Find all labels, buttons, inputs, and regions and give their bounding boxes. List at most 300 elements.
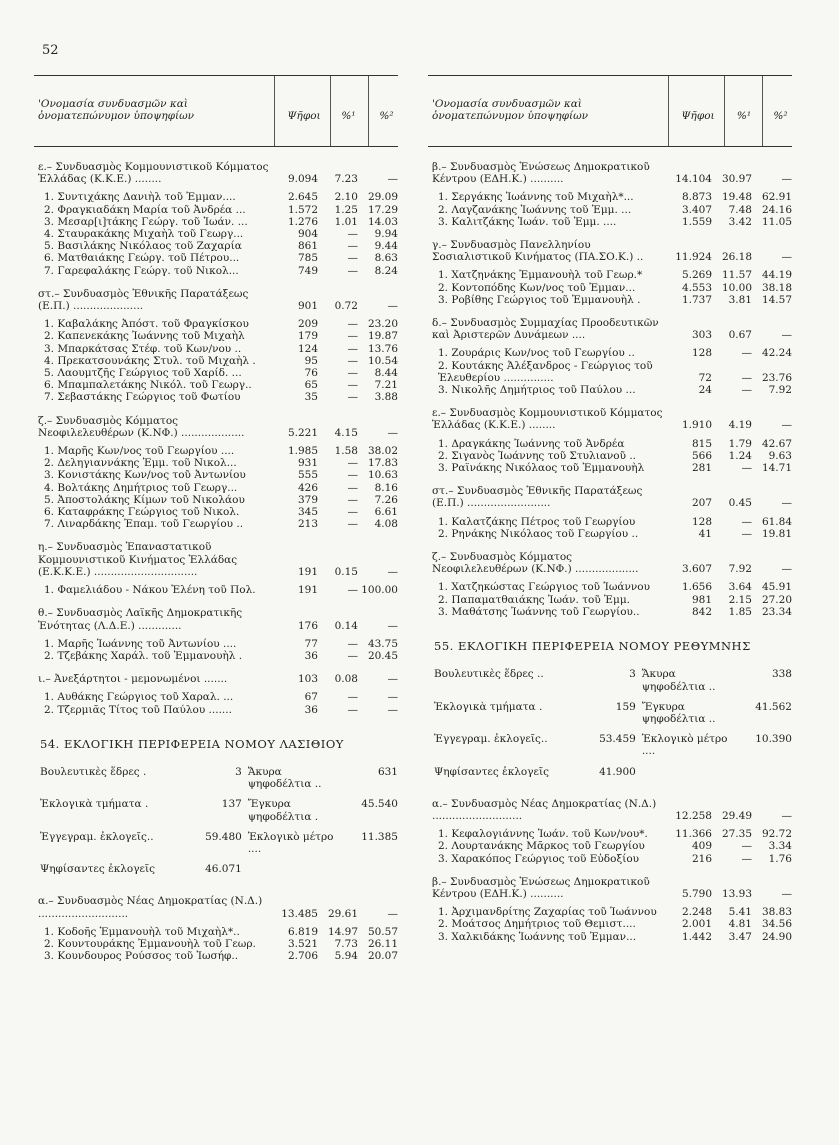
stats-block	[40, 766, 398, 875]
votes-cell: 2.645	[287, 191, 318, 204]
row-label: θ.– Συνδυασμὸς Λαϊκῆς Δημοκρατικῆς Ἑνότητας (Λ.Δ.Ε.) .............	[38, 607, 243, 632]
pct2-cell: 24.90	[761, 930, 792, 943]
row-label: 1. Κεφαλογιάννης Ἰωάν. τοῦ Κων/νου*.	[438, 828, 648, 841]
pct2-cell: —	[781, 887, 792, 900]
stats-cell: 53.459	[599, 733, 636, 746]
row-label: 3. Ραϊνάκης Νικόλαος τοῦ Ἐμμανουὴλ	[438, 462, 645, 475]
candidate-row	[34, 379, 398, 391]
pct1-cell: 0.14	[334, 619, 358, 632]
pct2-cell: 13.76	[367, 342, 398, 355]
pct2-cell: 8.63	[374, 252, 398, 265]
row-label: 2. Δεληγιαννάκης Ἐμμ. τοῦ Νικολ...	[44, 457, 237, 470]
candidate-row	[428, 853, 792, 865]
row-label: στ.– Συνδυασμὸς Ἐθνικῆς Παρατάξεως (Ε.Π.) .........................	[432, 485, 643, 510]
pct1-cell: 27.35	[721, 828, 752, 841]
pct2-cell: —	[387, 907, 398, 920]
pct1-cell: —	[347, 342, 358, 355]
pct1-cell: —	[347, 240, 358, 253]
party-row	[34, 607, 398, 631]
candidate-row	[34, 926, 398, 938]
pct1-cell: —	[347, 649, 358, 662]
candidate-row	[34, 318, 398, 330]
votes-cell: 5.269	[681, 269, 712, 282]
pct2-cell: 9.94	[374, 228, 398, 241]
votes-cell: 3.521	[287, 937, 318, 950]
votes-cell: 1.276	[287, 215, 318, 228]
pct1-cell: 30.97	[721, 173, 752, 186]
candidate-row	[34, 367, 398, 379]
votes-cell: 426	[297, 481, 318, 494]
votes-cell: 1.442	[681, 930, 712, 943]
party-row	[34, 288, 398, 312]
header-name: 'Ονομασία συνδυασμῶν καὶ ὀνοματεπώνυμον ὑποψηφίων	[432, 98, 589, 123]
party-row	[428, 876, 792, 900]
pct1-cell: 1.24	[728, 449, 752, 462]
row-label: 4. Πρεκατσουνάκης Στυλ. τοῦ Μιχαὴλ .	[44, 354, 256, 367]
votes-cell: 95	[304, 354, 318, 367]
stats-cell: 3	[235, 765, 242, 778]
pct1-cell: —	[741, 852, 752, 865]
pct1-cell: —	[347, 318, 358, 331]
pct1-cell: 14.97	[327, 925, 358, 938]
candidate-row	[34, 650, 398, 662]
right-column	[428, 75, 792, 943]
pct2-cell: —	[387, 173, 398, 186]
party-row	[428, 798, 792, 822]
pct2-cell: 7.26	[374, 493, 398, 506]
stats-cell: 159	[615, 700, 636, 713]
votes-cell: 207	[691, 497, 712, 510]
stats-row	[40, 798, 398, 822]
candidate-row	[34, 584, 398, 596]
pct1-cell: —	[347, 481, 358, 494]
row-label: 3. Μεσαρ[ι]τάκης Γεώργ. τοῦ Ἰωάν. ...	[44, 215, 248, 228]
pct2-cell: 29.09	[367, 191, 398, 204]
pct1-cell: —	[347, 367, 358, 380]
party-row	[34, 161, 398, 185]
candidate-row	[34, 482, 398, 494]
candidate-row	[34, 494, 398, 506]
votes-cell: 931	[297, 457, 318, 470]
section-title: 54. ΕΚΛΟΓΙΚΗ ΠΕΡΙΦΕΡΕΙΑ ΝΟΜΟΥ ΛΑΣΙΘΙΟΥ	[40, 736, 344, 751]
votes-cell: 6.819	[287, 925, 318, 938]
votes-cell: 1.559	[681, 215, 712, 228]
votes-cell: 303	[691, 329, 712, 342]
pct2-cell: 8.16	[374, 481, 398, 494]
row-label: 2. Παπαματθαιάκης Ἰωάν. τοῦ Ἐμμ.	[438, 593, 630, 606]
pct1-cell: 7.92	[728, 563, 752, 576]
pct2-cell: 23.34	[761, 605, 792, 618]
column-divider	[762, 76, 763, 146]
row-label: 1. Χατζηνάκης Ἐμμανουὴλ τοῦ Γεωρ.*	[438, 269, 643, 282]
party-row	[428, 551, 792, 575]
pct2-cell: 20.07	[367, 950, 398, 963]
pct2-cell: —	[387, 619, 398, 632]
candidate-row	[34, 445, 398, 457]
votes-cell: 14.104	[675, 173, 712, 186]
votes-cell: 41	[698, 527, 712, 540]
row-label: 3. Κονιστάκης Κων/νος τοῦ Ἀντωνίου	[44, 469, 246, 482]
pct1-cell: 3.64	[728, 581, 752, 594]
votes-cell: 345	[297, 506, 318, 519]
pct2-cell: 7.21	[374, 379, 398, 392]
votes-cell: 35	[304, 391, 318, 404]
pct1-cell: —	[347, 228, 358, 241]
stats-cell	[248, 863, 342, 875]
pct1-cell: 1.01	[334, 215, 358, 228]
row-label: 2. Κοντοπόδης Κων/νος τοῦ Ἐμμαν...	[438, 281, 636, 294]
pct1-cell: 1.79	[728, 437, 752, 450]
votes-cell: 76	[304, 367, 318, 380]
pct1-cell: 4.81	[728, 918, 752, 931]
row-label: 3. Μπαρκάτσας Στέφ. τοῦ Κων/νου ..	[44, 342, 242, 355]
stats-cell: Ἐκλογικὰ τμήματα .	[434, 700, 543, 713]
pct1-cell: 13.93	[721, 887, 752, 900]
pct1-cell: —	[347, 518, 358, 531]
pct1-cell: 7.48	[728, 203, 752, 216]
pct2-cell: 10.54	[367, 354, 398, 367]
row-label: 2. Μοάτσος Δημήτριος τοῦ Θεμιστ....	[438, 918, 636, 931]
votes-cell: 409	[691, 840, 712, 853]
row-label: 6. Καταφράκης Γεώργιος τοῦ Νικολ.	[44, 506, 240, 519]
pct2-cell: —	[387, 691, 398, 704]
candidate-row	[428, 294, 792, 306]
row-label: 3. Χαλκιδάκης Ἰωάννης τοῦ Ἐμμαν...	[438, 930, 637, 943]
pct1-cell: 1.85	[728, 605, 752, 618]
row-label: δ.– Συνδυασμὸς Συμμαχίας Προοδευτικῶν καὶ Ἀριστερῶν Δυνάμεων ....	[432, 317, 659, 342]
row-label: 4. Βολτάκης Δημήτριος τοῦ Γεωργ...	[44, 481, 238, 494]
pct2-cell: —	[781, 251, 792, 264]
pct1-cell: 4.19	[728, 419, 752, 432]
stats-cell: 45.540	[361, 798, 398, 811]
pct2-cell: 8.24	[374, 264, 398, 277]
pct1-cell: 5.41	[728, 906, 752, 919]
pct2-cell: 20.45	[367, 649, 398, 662]
stats-cell: Ἐγγεγραμ. ἐκλογεῖς..	[434, 733, 548, 746]
stats-cell: Ἐκλογικὸ μέτρο ....	[641, 733, 728, 758]
party-row	[34, 541, 398, 578]
stats-cell: Ψηφίσαντες ἐκλογεῖς	[434, 765, 549, 778]
row-label: 2. Σιγανὸς Ἰωάννης τοῦ Στυλιανοῦ ..	[438, 449, 637, 462]
candidate-row	[428, 606, 792, 618]
pct1-cell: —	[741, 527, 752, 540]
header-pct2: %²	[379, 110, 394, 122]
candidate-row	[34, 204, 398, 216]
candidate-row	[34, 950, 398, 962]
votes-cell: 13.485	[281, 907, 318, 920]
votes-cell: 785	[297, 252, 318, 265]
pct2-cell: —	[387, 565, 398, 578]
votes-cell: 128	[691, 515, 712, 528]
stats-cell: 46.071	[205, 863, 242, 876]
pct2-cell: 7.92	[768, 384, 792, 397]
row-label: 2. Κουντουράκης Ἐμμανουὴλ τοῦ Γεωρ.	[44, 937, 256, 950]
pct1-cell: 1.58	[334, 445, 358, 458]
pct2-cell: —	[781, 563, 792, 576]
column-divider	[724, 76, 725, 146]
stats-cell: Βουλευτικὲς ἕδρες .	[40, 765, 147, 778]
votes-cell: 176	[297, 619, 318, 632]
pct1-cell: —	[347, 457, 358, 470]
pct2-cell: 50.57	[367, 925, 398, 938]
stats-cell: Ἔγκυρα ψηφοδέλτια .	[247, 798, 319, 823]
candidate-row	[34, 691, 398, 703]
row-label: 2. Φραγκιαδάκη Μαρία τοῦ Ἀνδρέα ...	[44, 203, 246, 216]
votes-cell: 1.985	[287, 445, 318, 458]
votes-cell: 566	[691, 449, 712, 462]
pct1-cell: 3.42	[728, 215, 752, 228]
stats-row	[40, 863, 398, 875]
pct2-cell: 38.18	[761, 281, 792, 294]
candidate-row	[34, 240, 398, 252]
votes-cell: 67	[304, 691, 318, 704]
stats-cell: Ἐκλογικὰ τμήματα .	[40, 798, 149, 811]
candidate-row	[34, 252, 398, 264]
votes-cell: 281	[691, 462, 712, 475]
votes-cell: 2.248	[681, 906, 712, 919]
column-divider	[668, 76, 669, 146]
pct2-cell: 14.57	[761, 293, 792, 306]
row-label: 3. Μαθάτσης Ἰωάννης τοῦ Γεωργίου..	[438, 605, 640, 618]
candidate-row	[428, 594, 792, 606]
stats-cell: 41.900	[599, 765, 636, 778]
votes-cell: 842	[691, 605, 712, 618]
votes-cell: 9.094	[287, 173, 318, 186]
pct2-cell: 10.63	[367, 469, 398, 482]
pct1-cell: —	[741, 462, 752, 475]
party-row	[428, 485, 792, 509]
results-list	[34, 895, 398, 962]
candidate-row	[34, 638, 398, 650]
pct2-cell: 61.84	[761, 515, 792, 528]
votes-cell: 191	[297, 565, 318, 578]
stats-cell: Ἔγκυρα ψηφοδέλτια ..	[641, 700, 716, 725]
pct2-cell: 3.34	[768, 840, 792, 853]
row-label: 2. Κουτάκης Ἀλέξανδρος - Γεώργιος τοῦ Ἐλευθερίου ...............	[438, 359, 653, 384]
party-row	[34, 673, 398, 685]
pct1-cell: —	[347, 330, 358, 343]
votes-cell: 124	[297, 342, 318, 355]
pct2-cell: 62.91	[761, 191, 792, 204]
column-divider	[368, 76, 369, 146]
votes-cell: 1.737	[681, 293, 712, 306]
votes-cell: 128	[691, 347, 712, 360]
pct2-cell: 42.67	[761, 437, 792, 450]
pct1-cell: —	[347, 354, 358, 367]
candidate-row	[34, 228, 398, 240]
candidate-row	[428, 931, 792, 943]
row-label: α.– Συνδυασμὸς Νέας Δημοκρατίας (Ν.Δ.) ...........................	[432, 797, 657, 822]
pct2-cell: 9.63	[768, 449, 792, 462]
candidate-row	[428, 216, 792, 228]
row-label: η.– Συνδυασμὸς Ἐπαναστατικοῦ Κομμουνιστικοῦ Κινήματος Ἑλλάδας (Ε.Κ.Κ.Ε.) ...............................	[38, 541, 238, 578]
votes-cell: 8.873	[681, 191, 712, 204]
pct2-cell: 8.44	[374, 367, 398, 380]
row-label: 5. Λαουμτζῆς Γεώργιος τοῦ Χαρίδ. ...	[44, 367, 242, 380]
row-label: 7. Σεβαστάκης Γεώργιος τοῦ Φωτίου	[44, 391, 241, 404]
votes-cell: 2.001	[681, 918, 712, 931]
votes-cell: 1.910	[681, 419, 712, 432]
pct2-cell: 92.72	[761, 828, 792, 841]
stats-cell: Βουλευτικὲς ἕδρες ..	[434, 668, 544, 681]
results-list	[428, 161, 792, 618]
row-label: 5. Βασιλάκης Νικόλαος τοῦ Ζαχαρία	[44, 240, 242, 253]
row-label: ζ.– Συνδυασμὸς Κόμματος Νεοφιλελευθέρων (Κ.ΝΦ.) ...................	[432, 551, 639, 576]
candidate-row	[34, 330, 398, 342]
votes-cell: 379	[297, 493, 318, 506]
pct1-cell: 0.15	[334, 565, 358, 578]
row-label: ε.– Συνδυασμὸς Κομμουνιστικοῦ Κόμματος Ἑλλάδας (Κ.Κ.Ε.) ........	[432, 407, 663, 432]
pct1-cell: 4.15	[334, 426, 358, 439]
candidate-row	[34, 518, 398, 530]
stats-cell: 11.385	[361, 830, 398, 843]
row-label: 5. Ἀποστολάκης Κίμων τοῦ Νικολάου	[44, 493, 245, 506]
row-label: ε.– Συνδυασμὸς Κομμουνιστικοῦ Κόμματος Ἑλλάδας (Κ.Κ.Ε.) ........	[38, 161, 269, 186]
votes-cell: 5.790	[681, 887, 712, 900]
row-label: 1. Μαρῆς Ἰωάννης τοῦ Ἀντωνίου ....	[44, 637, 237, 650]
row-label: 2. Τζεβάκης Χαράλ. τοῦ Ἐμμανουὴλ .	[44, 649, 243, 662]
stats-cell: 137	[221, 798, 242, 811]
pct1-cell: 3.47	[728, 930, 752, 943]
pct1-cell: 19.48	[721, 191, 752, 204]
pct2-cell: —	[781, 329, 792, 342]
candidate-row	[428, 828, 792, 840]
pct2-cell: —	[781, 497, 792, 510]
pct2-cell: 42.24	[761, 347, 792, 360]
pct1-cell: 3.81	[728, 293, 752, 306]
results-list	[34, 161, 398, 716]
votes-cell: 77	[304, 637, 318, 650]
pct1-cell: —	[741, 840, 752, 853]
pct2-cell: 1.76	[768, 852, 792, 865]
party-row	[34, 895, 398, 919]
votes-cell: 24	[698, 384, 712, 397]
candidate-row	[428, 191, 792, 203]
pct2-cell: 43.75	[367, 637, 398, 650]
stats-row	[434, 668, 792, 692]
pct2-cell: 23.20	[367, 318, 398, 331]
votes-cell: 36	[304, 703, 318, 716]
votes-cell: 904	[297, 228, 318, 241]
header-pct2: %²	[773, 110, 788, 122]
row-label: 2. Λουρτανάκης Μᾶρκος τοῦ Γεωργίου	[438, 840, 645, 853]
row-label: β.– Συνδυασμὸς Ἑνώσεως Δημοκρατικοῦ Κέντρου (ΕΔΗ.Κ.) ..........	[432, 161, 650, 186]
row-label: 1. Δραγκάκης Ἰωάννης τοῦ Ἀνδρέα	[438, 437, 625, 450]
pct1-cell: 26.18	[721, 251, 752, 264]
pct1-cell: 5.94	[334, 950, 358, 963]
row-label: 2. Ρηνάκης Νικόλαος τοῦ Γεωργίου ..	[438, 527, 639, 540]
row-label: 1. Μαρῆς Κων/νος τοῦ Γεωργίου ....	[44, 445, 235, 458]
candidate-row	[428, 360, 792, 384]
candidate-row	[34, 343, 398, 355]
row-label: 2. Λαγζανάκης Ἰωάννης τοῦ Ἐμμ. ...	[438, 203, 632, 216]
header-votes: Ψῆφοι	[681, 110, 715, 122]
row-label: στ.– Συνδυασμὸς Ἐθνικῆς Παρατάξεως (Ε.Π.) .....................	[38, 287, 249, 313]
candidate-row	[34, 506, 398, 518]
row-label: α.– Συνδυασμὸς Νέας Δημοκρατίας (Ν.Δ.) ...........................	[38, 895, 263, 920]
candidate-row	[34, 704, 398, 716]
candidate-row	[428, 516, 792, 528]
candidate-row	[428, 528, 792, 540]
pct1-cell: 29.61	[327, 907, 358, 920]
table-header	[34, 75, 398, 147]
pct1-cell: —	[347, 584, 358, 597]
pct1-cell: —	[347, 691, 358, 704]
stats-cell: 631	[377, 765, 398, 778]
page-number: 52	[42, 43, 59, 58]
pct1-cell: 7.73	[334, 937, 358, 950]
pct2-cell: 34.56	[761, 918, 792, 931]
candidate-row	[428, 918, 792, 930]
votes-cell: 1.656	[681, 581, 712, 594]
pct2-cell: —	[781, 419, 792, 432]
pct1-cell: —	[347, 391, 358, 404]
pct2-cell: 6.61	[374, 506, 398, 519]
header-name: 'Ονομασία συνδυασμῶν καὶ ὀνοματεπώνυμον ὑποψηφίων	[38, 98, 195, 123]
candidate-row	[428, 906, 792, 918]
row-label: 3. Χαρακόπος Γεώργιος τοῦ Εὐδοξίου	[438, 852, 640, 865]
votes-cell: 213	[297, 518, 318, 531]
row-label: 7. Λιναρδάκης Ἐπαμ. τοῦ Γεωργίου ..	[44, 518, 244, 531]
pct1-cell: 0.45	[728, 497, 752, 510]
party-row	[428, 407, 792, 431]
pct2-cell: 3.88	[374, 391, 398, 404]
row-label: 1. Ζουράρις Κων/νος τοῦ Γεωργίου ..	[438, 347, 635, 360]
candidate-row	[428, 438, 792, 450]
row-label: 2. Τζερμιᾶς Τίτος τοῦ Παύλου .......	[44, 703, 232, 716]
stats-block	[434, 668, 792, 777]
pct2-cell: 100.00	[361, 584, 398, 597]
stats-cell: Ἐκλογικὸ μέτρο ....	[247, 830, 334, 855]
pct1-cell: 10.00	[721, 281, 752, 294]
pct1-cell: —	[741, 347, 752, 360]
row-label: 2. Καπενεκάκης Ἰωάννης τοῦ Μιχαὴλ	[44, 330, 245, 343]
pct2-cell: 19.87	[367, 330, 398, 343]
stats-cell: 3	[629, 668, 636, 681]
stats-cell: Ψηφίσαντες ἐκλογεῖς	[40, 863, 155, 876]
votes-cell: 103	[297, 673, 318, 686]
row-label: 1. Χατζηκώστας Γεώργιος τοῦ Ἰωάννου	[438, 581, 650, 594]
pct2-cell: 17.29	[367, 203, 398, 216]
votes-cell: 179	[297, 330, 318, 343]
candidate-row	[428, 282, 792, 294]
pct1-cell: —	[741, 515, 752, 528]
row-label: 1. Ἀρχιμανδρίτης Ζαχαρίας τοῦ Ἰωάννου	[438, 906, 657, 919]
row-label: 1. Συντιχάκης Δανιὴλ τοῦ Ἐμμαν....	[44, 191, 236, 204]
row-label: 6. Ματθαιάκης Γεώργ. τοῦ Πέτρου...	[44, 252, 240, 265]
votes-cell: 11.924	[675, 251, 712, 264]
section-title: 55. ΕΚΛΟΓΙΚΗ ΠΕΡΙΦΕΡΕΙΑ ΝΟΜΟΥ ΡΕΘΥΜΝΗΣ	[434, 639, 751, 654]
candidate-row	[34, 457, 398, 469]
pct2-cell: 11.05	[761, 215, 792, 228]
candidate-row	[428, 204, 792, 216]
stats-cell: 41.562	[755, 700, 792, 713]
votes-cell: 555	[297, 469, 318, 482]
pct1-cell: —	[347, 252, 358, 265]
pct1-cell: —	[347, 379, 358, 392]
pct1-cell: —	[347, 506, 358, 519]
pct2-cell: —	[387, 673, 398, 686]
votes-cell: 36	[304, 649, 318, 662]
pct2-cell: 27.20	[761, 593, 792, 606]
votes-cell: 4.553	[681, 281, 712, 294]
pct2-cell: —	[781, 173, 792, 186]
votes-cell: 3.607	[681, 563, 712, 576]
votes-cell: 5.221	[287, 426, 318, 439]
table-header	[428, 75, 792, 147]
row-label: 3. Κουνδουρος Ρούσσος τοῦ Ἰωσήφ..	[44, 950, 239, 963]
pct2-cell: —	[387, 300, 398, 313]
